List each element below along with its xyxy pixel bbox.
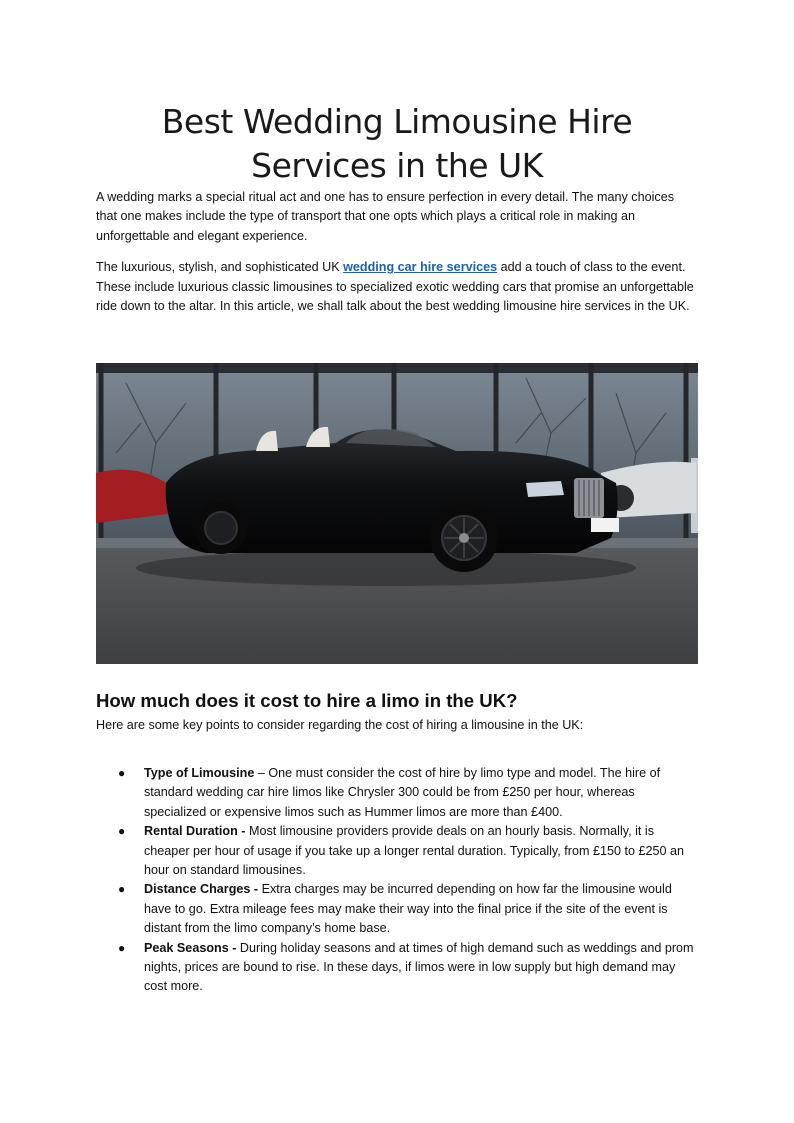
black-convertible-illustration xyxy=(96,363,698,664)
bullet-icon: ● xyxy=(118,824,126,839)
intro-paragraph-1: A wedding marks a special ritual act and one has to ensure perfection in every detail. The many choices that one makes include the type of transport that one opts which plays a critical role in making an unforgettable and elegant experience. xyxy=(96,190,675,243)
list-item xyxy=(96,880,698,938)
intro-section xyxy=(96,188,698,328)
bullet-icon: ● xyxy=(118,766,126,780)
point-text: One must consider the cost of hire by limo type and model. The hire of standard wedding car hire limos like Chrysler 300 could be from £250 per hour, whereas specialized or expensive limos such as Hummer limos are more than £400. xyxy=(144,766,661,819)
intro-paragraph-2 xyxy=(96,258,698,316)
cost-section-heading: How much does it cost to hire a limo in the UK? xyxy=(96,690,518,711)
point-separator: – xyxy=(254,766,269,780)
bullet-icon: ● xyxy=(118,940,126,955)
bullet-icon: ● xyxy=(118,882,126,897)
point-text: Extra charges may be incurred depending on how far the limousine would have to go. Extra mileage fees may make their way into the final price if the site of the event is distant from the limo company’s home base. xyxy=(144,882,672,936)
list-item xyxy=(96,822,698,880)
cost-section-lead: Here are some key points to consider regarding the cost of hiring a limousine in the UK: xyxy=(96,718,584,732)
point-label: Rental Duration - xyxy=(144,824,246,839)
page-title: Best Wedding Limousine Hire Services in the UK xyxy=(161,102,633,185)
cost-points-list xyxy=(96,764,698,997)
intro-text-before-link: The luxurious, stylish, and sophisticated UK xyxy=(96,260,344,275)
list-item xyxy=(96,939,698,997)
point-label: Distance Charges - xyxy=(144,882,259,897)
point-text: Most limousine providers provide deals on an hourly basis. Normally, it is cheaper per hour of usage if you take up a longer rental duration. Typically, from £150 to £250 an hour on standard limousines. xyxy=(144,824,685,878)
hero-car-image xyxy=(96,363,698,664)
point-label: Peak Seasons - xyxy=(144,940,237,955)
intro-text-after-link: add a touch of class to the event. These include luxurious classic limousines to specialized exotic wedding cars that promise an unforgettable ride down to the altar. In this article, we shall talk about the best wedding limousine hire services in the UK. xyxy=(96,260,694,314)
list-item xyxy=(96,764,698,822)
point-label: Type of Limousine xyxy=(144,766,255,780)
point-text: During holiday seasons and at times of high demand such as weddings and prom nights, prices are bound to rise. In these days, if limos were in low supply but high demand may cost more. xyxy=(144,940,694,994)
wedding-car-hire-link[interactable]: wedding car hire services xyxy=(343,260,498,275)
